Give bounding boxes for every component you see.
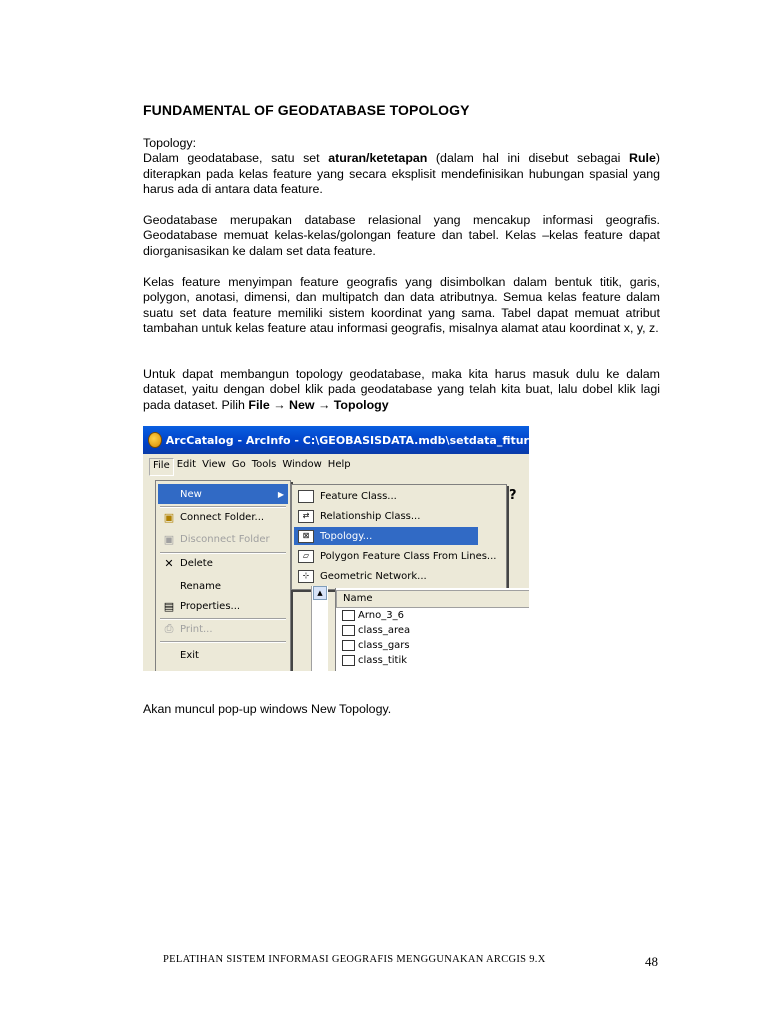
folder-disconnect-icon: ▣ (163, 532, 175, 546)
menu-file[interactable]: File (149, 458, 174, 476)
folder-connect-icon: ▣ (163, 510, 175, 524)
column-header-name[interactable]: Name (336, 590, 529, 608)
contents-list (335, 588, 529, 671)
submenu-item-polygon-from-lines[interactable]: ▱ Polygon Feature Class From Lines... (294, 547, 502, 565)
geometric-network-icon: ⊹ (298, 570, 314, 583)
paragraph-topology (143, 136, 660, 198)
list-item[interactable]: class_area (342, 623, 410, 638)
menu-window[interactable]: Window (282, 459, 322, 470)
menu-item-print: ⎙ Print... (158, 619, 288, 639)
submenu-item-feature-class[interactable]: Feature Class... (294, 487, 478, 505)
app-icon (148, 432, 162, 448)
menu-item-exit[interactable]: Exit (180, 649, 199, 661)
topology-definition: Dalam geodatabase, satu set aturan/ketetapan (dalam hal ini disebut sebagai Rule) diterapkan pada kelas feature yang secara eksplisit mendefinisikan hubungan spasial yang harus ada di antara data feature. (143, 151, 660, 197)
print-icon: ⎙ (164, 622, 174, 635)
topology-icon: ⊠ (298, 530, 314, 543)
submenu-item-geometric-network[interactable]: ⊹ Geometric Network... (294, 567, 478, 585)
list-item[interactable]: Arno_3_6 (342, 608, 404, 623)
feature-class-icon (342, 655, 355, 666)
paragraph-feature-class: Kelas feature menyimpan feature geografis yang disimbolkan dalam bentuk titik, garis, polygon, anotasi, dimensi, dan multipatch dan data atributnya. Semua kelas feature dalam suatu set data feature memiliki sistem koordinat yang sama. Tabel dapat memuat atribut tambahan untuk kelas feature atau informasi geografis, misalnya alamat atau koordinat x, y, z. (143, 275, 660, 336)
menu-item-new[interactable]: New ▶ (158, 484, 288, 504)
feature-class-icon (342, 625, 355, 636)
menu-view[interactable]: View (202, 459, 226, 470)
submenu-item-topology[interactable]: ⊠ Topology... (294, 527, 478, 545)
menu-separator (160, 641, 286, 643)
menu-item-rename[interactable]: Rename (180, 580, 222, 592)
menu-edit[interactable]: Edit (176, 459, 197, 470)
caption: Akan muncul pop-up windows New Topology. (143, 702, 392, 716)
properties-icon: ▤ (163, 599, 175, 613)
list-item[interactable]: class_gars (342, 638, 410, 653)
feature-class-icon (342, 640, 355, 651)
paragraph-geodatabase: Geodatabase merupakan database relasional yang mencakup informasi geografis. Geodatabase memuat kelas-kelas/golongan feature dan tabel. Kelas –kelas feature dapat diorganisasikan ke dalam set data feature. (143, 213, 660, 258)
left-edge (143, 476, 153, 671)
feature-class-icon (298, 490, 314, 503)
menu-help[interactable]: Help (327, 459, 351, 470)
menu-path: File → New → Topology (248, 397, 389, 412)
page-title: FUNDAMENTAL OF GEODATABASE TOPOLOGY (143, 102, 470, 118)
polygon-icon: ▱ (298, 550, 314, 563)
menu-item-disconnect-folder: ▣ Disconnect Folder (158, 529, 288, 549)
help-cursor-icon[interactable]: ? (509, 488, 517, 503)
menu-item-connect-folder[interactable]: ▣ Connect Folder... (158, 507, 288, 527)
submenu-arrow-icon: ▶ (277, 489, 284, 499)
menu-item-properties[interactable]: ▤ Properties... (158, 596, 288, 616)
window-titlebar (143, 426, 529, 454)
paragraph-instructions: Untuk dapat membangun topology geodatabase, maka kita harus masuk dulu ke dalam dataset, yaitu dengan dobel klik pada geodatabase yang telah kita buat, lalu dobel klik lagi pada dataset. Pilih File → New → Topology (143, 367, 660, 412)
menu-go[interactable]: Go (231, 459, 246, 470)
page-number: 48 (645, 954, 658, 969)
menubar (149, 458, 354, 476)
relationship-icon: ⇄ (298, 510, 314, 523)
delete-icon: ✕ (164, 556, 174, 570)
file-menu (155, 480, 291, 671)
arccatalog-screenshot (143, 426, 529, 671)
menu-item-delete[interactable]: ✕ Delete (158, 553, 288, 573)
topology-label: Topology: (143, 136, 197, 150)
menu-tools[interactable]: Tools (251, 459, 277, 470)
new-submenu (291, 484, 507, 590)
scroll-up-icon[interactable]: ▲ (313, 586, 327, 600)
feature-class-icon (342, 610, 355, 621)
list-item[interactable]: class_titik (342, 653, 407, 668)
submenu-item-relationship-class[interactable]: ⇄ Relationship Class... (294, 507, 478, 525)
window-title: ArcCatalog - ArcInfo - C:\GEOBASISDATA.mdb\setdata_fitur (165, 433, 529, 447)
page-footer: PELATIHAN SISTEM INFORMASI GEOGRAFIS MENGGUNAKAN ARCGIS 9.X (163, 954, 546, 965)
